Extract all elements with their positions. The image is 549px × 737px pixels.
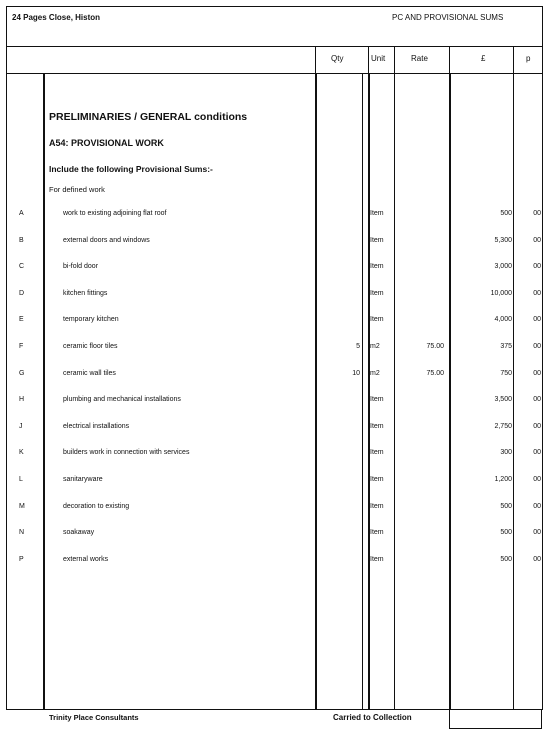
qty-column-rule-2 [362,73,363,709]
item-description: soakaway [63,529,95,536]
item-pence: 00 [533,423,541,430]
preliminaries-heading: PRELIMINARIES / GENERAL conditions [49,111,248,123]
section-title: PC AND PROVISIONAL SUMS [392,13,504,22]
item-code: C [19,263,25,270]
item-pounds: 500 [500,529,512,536]
item-description: plumbing and mechanical installations [63,396,181,403]
item-code: F [19,343,24,350]
item-pence: 00 [533,449,541,456]
pounds-column-header: £ [481,54,486,63]
unit-column-rule [368,73,370,709]
item-unit: Item [370,263,384,270]
pence-column-rule [513,73,514,709]
item-pence: 00 [533,290,541,297]
item-unit: Item [370,556,384,563]
item-pence: 00 [533,370,541,377]
rate-header-rule [394,46,395,73]
item-pence: 00 [533,210,541,217]
item-rate: 75.00 [426,343,444,350]
item-description: external doors and windows [63,237,150,244]
item-unit: Item [370,449,384,456]
provisional-work-heading: A54: PROVISIONAL WORK [49,138,164,148]
item-qty: 5 [356,343,360,350]
item-unit: Item [370,316,384,323]
header-divider [6,46,543,47]
item-description: ceramic wall tiles [63,370,116,377]
item-unit: Item [370,529,384,536]
item-pounds: 3,500 [494,396,512,403]
item-pence: 00 [533,237,541,244]
consultant-name: Trinity Place Consultants [49,713,139,722]
pounds-header-rule [449,46,450,73]
item-pounds: 300 [500,449,512,456]
rate-column-rule [394,73,395,709]
unit-column-header: Unit [371,54,386,63]
item-pence: 00 [533,476,541,483]
item-description: bi-fold door [63,263,99,270]
pence-header-rule [513,46,514,73]
item-pounds: 375 [500,343,512,350]
item-description: electrical installations [63,423,130,430]
item-code: G [19,370,25,377]
item-code: J [19,423,23,430]
item-pounds: 4,000 [494,316,512,323]
item-code: D [19,290,25,297]
frame-top [6,6,543,7]
item-rate: 75.00 [426,370,444,377]
item-unit: m2 [370,343,380,350]
item-pence: 00 [533,343,541,350]
qty-column-header: Qty [331,54,344,63]
item-unit: Item [370,210,384,217]
item-code: A [19,210,24,217]
item-unit: Item [370,290,384,297]
qty-header-rule [315,46,316,73]
include-sums-heading: Include the following Provisional Sums:- [49,164,213,174]
unit-header-rule [368,46,369,73]
item-pounds: 500 [500,210,512,217]
item-unit: Item [370,476,384,483]
item-qty: 10 [352,370,360,377]
item-description: work to existing adjoining flat roof [63,210,167,217]
frame-left [6,6,7,710]
item-code: H [19,396,25,403]
item-pounds: 2,750 [494,423,512,430]
item-description: kitchen fittings [63,290,108,297]
item-pounds: 1,200 [494,476,512,483]
defined-work-label: For defined work [49,185,105,194]
rate-column-header: Rate [411,54,428,63]
item-code: B [19,237,24,244]
item-unit: Item [370,237,384,244]
item-code: N [19,529,25,536]
carried-total-box[interactable] [449,709,542,729]
project-address: 24 Pages Close, Histon [12,13,101,22]
item-pounds: 500 [500,503,512,510]
carried-to-collection-label: Carried to Collection [333,713,412,722]
qty-column-rule [315,73,317,709]
item-code: P [19,556,24,563]
item-description: temporary kitchen [63,316,119,323]
item-description: external works [63,556,109,563]
code-column-rule [43,73,45,709]
item-pence: 00 [533,556,541,563]
item-unit: Item [370,396,384,403]
item-pence: 00 [533,263,541,270]
item-pounds: 500 [500,556,512,563]
item-code: E [19,316,24,323]
item-code: K [19,449,24,456]
item-description: decoration to existing [63,503,130,510]
column-header-divider [6,73,543,74]
frame-right [542,6,543,710]
item-pence: 00 [533,529,541,536]
item-pounds: 5,300 [494,237,512,244]
item-pounds: 750 [500,370,512,377]
item-unit: Item [370,423,384,430]
item-pence: 00 [533,316,541,323]
item-code: M [19,503,25,510]
pounds-column-rule [449,73,451,709]
pence-column-header: p [526,54,531,63]
item-pence: 00 [533,396,541,403]
item-pounds: 10,000 [490,290,512,297]
item-pence: 00 [533,503,541,510]
item-code: L [19,476,23,483]
item-description: sanitaryware [63,476,103,483]
item-unit: m2 [370,370,380,377]
item-pounds: 3,000 [494,263,512,270]
item-description: ceramic floor tiles [63,343,118,350]
item-description: builders work in connection with services [63,449,190,456]
item-unit: Item [370,503,384,510]
